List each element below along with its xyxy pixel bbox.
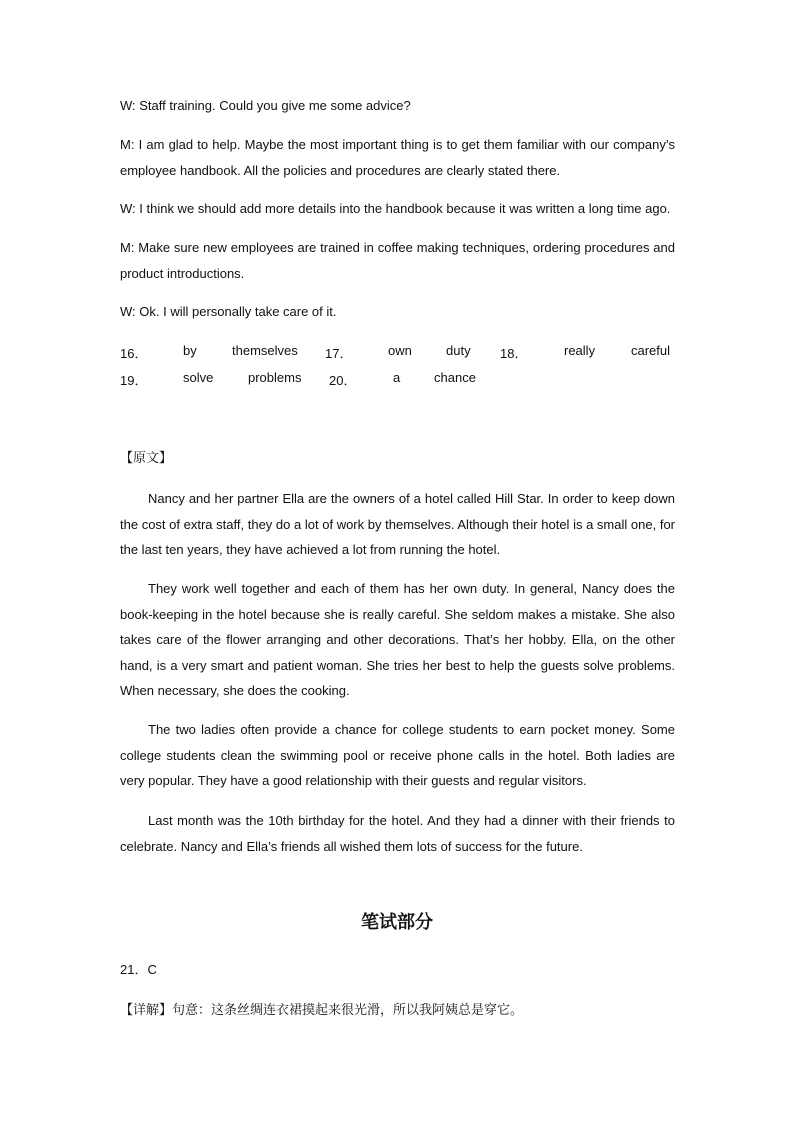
answer-word: solve — [183, 370, 214, 385]
dialogue-line-5: W: Ok. I will personally take care of it. — [120, 304, 337, 319]
answer-word: duty — [446, 343, 471, 358]
answer-number-16: 16． — [120, 346, 148, 361]
passage-paragraph-4: Last month was the 10th birthday for the hotel. And they had a dinner with their friends to celebrate. Nancy and Ella’s friends all wished them lots of success for the future. — [120, 813, 675, 854]
answer-row-19-20 — [120, 370, 672, 390]
dialogue-line-3: W: I think we should add more details into the handbook because it was written a long time ago. — [120, 201, 671, 216]
passage-paragraph-1: Nancy and her partner Ella are the owners of a hotel called Hill Star. In order to keep down the cost of extra staff, they do a lot of work by themselves. Although their hotel is a small one, for the last ten years, they have achieved a lot from running the hotel. — [120, 491, 675, 557]
dialogue-line-4: M: Make sure new employees are trained in coffee making techniques, ordering procedures and product introductions. — [120, 240, 675, 281]
answer-number-18: 18． — [500, 346, 528, 361]
passage-paragraph-2: They work well together and each of them has her own duty. In general, Nancy does the book-keeping in the hotel because she is really careful. She seldom makes a mistake. She also takes care of the flower arranging and other decorations. That’s her hobby. Ella, on the other hand, is a very smart and patient woman. She tries her best to help the guests solve problems. When necessary, she does the cooking. — [120, 581, 675, 698]
original-text-label: 【原文】 — [120, 451, 173, 466]
section-heading: 笔试部分 — [361, 912, 433, 933]
dialogue-line-1: W: Staff training. Could you give me some advice? — [120, 98, 411, 113]
question-21-answer: 21．C — [120, 962, 157, 977]
answer-word: themselves — [232, 343, 298, 358]
answer-word: problems — [248, 370, 302, 385]
answer-word: chance — [434, 370, 476, 385]
answer-row-16-18 — [120, 343, 672, 363]
dialogue-line-2: M: I am glad to help. Maybe the most important thing is to get them familiar with our company’s employee handbook. All the policies and procedures are clearly stated there. — [120, 137, 675, 178]
answer-number-19: 19． — [120, 373, 148, 388]
answer-word: a — [393, 370, 401, 385]
answer-word: own — [388, 343, 412, 358]
answer-word: by — [183, 343, 197, 358]
passage-paragraph-3: The two ladies often provide a chance for college students to earn pocket money. Some college students clean the swimming pool or receive phone calls in the hotel. Both ladies are very popular. They have a good relationship with their guests and regular visitors. — [120, 722, 675, 788]
question-21-detail: 【详解】句意：这条丝绸连衣裙摸起来很光滑，所以我阿姨总是穿它。 — [120, 1003, 524, 1018]
answer-number-20: 20． — [329, 373, 357, 388]
answer-word: careful — [631, 343, 671, 358]
answer-word: really — [564, 343, 596, 358]
answer-number-17: 17． — [325, 346, 353, 361]
